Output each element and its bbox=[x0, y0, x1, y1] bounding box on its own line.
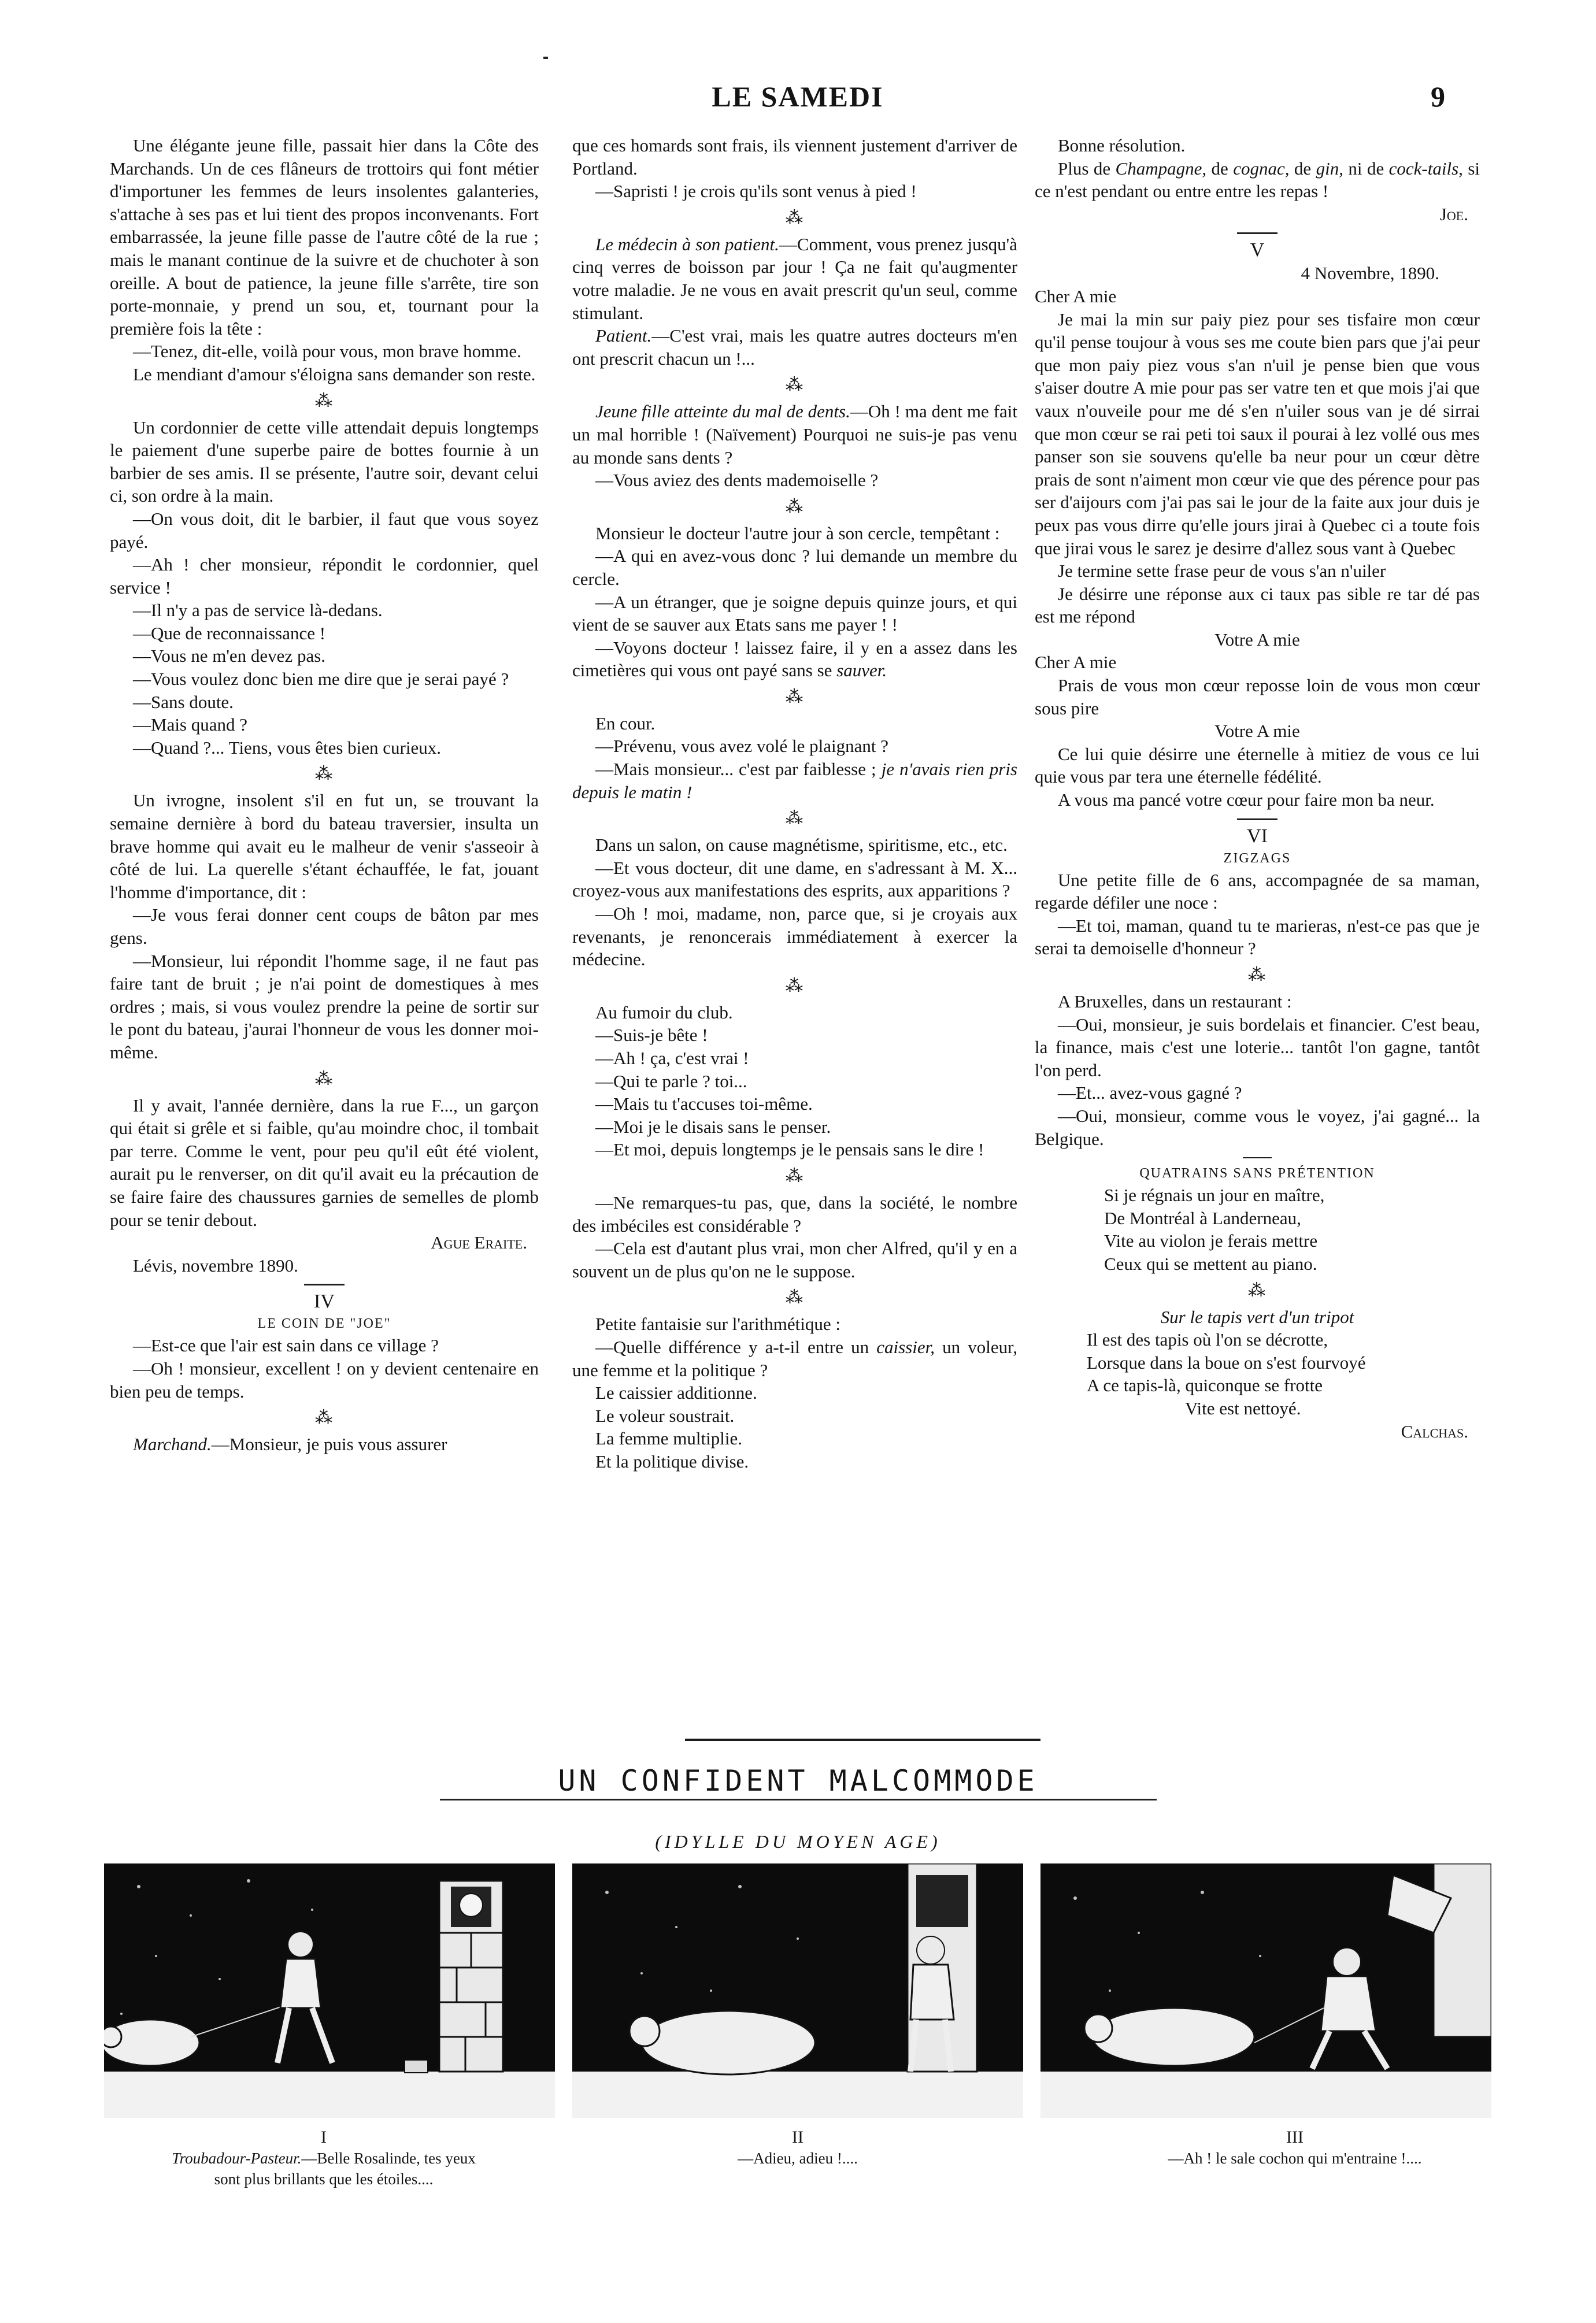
cartoon-illustration bbox=[104, 1863, 1491, 2118]
paragraph: Je mai la min sur paiy piez pour ses tisfaire mon cœur qu'il pense toujour à vous ses me coute bien pars que j'ai peur que mon paiy piez vous s'an n'uil je pense bien que vous s'aiser doutre A mie pour pas ser vatre ten et que mois j'ai que vaux n'ouveile pour me dé s'en n'uiler sous van je dé sirrai que mon cœur se rai peti toi saux il pourai à lez vollé ous mes panser son sie souvens qu'elle ba neur pour un cœur dètre prais de sont n'aiment mon cœur vie que des pérence pour pas ser d'aijours com j'ai pas sai le jour de la faite aux jour duis je peux pas vous dirre qu'elle jours jirai à Quebec ci a toute fois que jirai vous le sarez je desirre d'allez sous vant à Quebec bbox=[1035, 309, 1480, 558]
paragraph bbox=[1035, 157, 1480, 203]
text: Plus de bbox=[1058, 158, 1116, 179]
section-number: IV bbox=[314, 1291, 335, 1313]
paragraph: Et la politique divise. bbox=[595, 1451, 749, 1472]
column-1 bbox=[110, 134, 539, 1456]
signature: Calchas. bbox=[1401, 1421, 1468, 1442]
paragraph: —Mais tu t'accuses toi-même. bbox=[595, 1094, 813, 1114]
paragraph: —Quand ?... Tiens, vous êtes bien curieux. bbox=[133, 737, 441, 758]
paragraph bbox=[572, 758, 1017, 803]
paragraph: Monsieur le docteur l'autre jour à son cercle, tempêtant : bbox=[595, 523, 1000, 543]
section-title: LE COIN DE "JOE" bbox=[257, 1316, 391, 1332]
paragraph: —Sapristi ! je crois qu'ils sont venus à pied ! bbox=[595, 181, 917, 202]
verse-line: Vite au violon je ferais mettre bbox=[1104, 1231, 1318, 1251]
section-title: ZIGZAGS bbox=[1223, 850, 1291, 866]
text-italic: Champagne, bbox=[1115, 158, 1207, 179]
paragraph: —Vous voulez donc bien me dire que je serai payé ? bbox=[133, 669, 509, 690]
paragraph bbox=[572, 400, 1017, 469]
paragraph: Bonne résolution. bbox=[1058, 135, 1186, 155]
paragraph: —Est-ce que l'air est sain dans ce village ? bbox=[133, 1335, 439, 1356]
poem-title: Sur le tapis vert d'un tripot bbox=[1160, 1306, 1354, 1327]
asterism: ⁂ bbox=[786, 976, 804, 995]
text: de bbox=[1206, 158, 1234, 179]
paragraph: —Tenez, dit-elle, voilà pour vous, mon brave homme. bbox=[133, 341, 521, 362]
cartoon-subtitle: (IDYLLE DU MOYEN AGE) bbox=[655, 1831, 941, 1852]
paragraph: —Qui te parle ? toi... bbox=[595, 1070, 747, 1091]
section-rule bbox=[1237, 232, 1277, 234]
paragraph: —Vous ne m'en devez pas. bbox=[133, 646, 326, 666]
section-number: V bbox=[1250, 239, 1265, 261]
paragraph: —Moi je le disais sans le penser. bbox=[595, 1116, 831, 1137]
salutation: Cher A mie bbox=[1035, 652, 1117, 673]
asterism: ⁂ bbox=[786, 1288, 804, 1307]
caption-text bbox=[162, 2148, 486, 2189]
caption-3 bbox=[1098, 2127, 1491, 2169]
text: —Belle Rosalinde, tes yeux sont plus brillants que les étoiles.... bbox=[214, 2150, 476, 2188]
panel-1 bbox=[104, 1863, 555, 2118]
paragraph: A vous ma pancé votre cœur pour faire mon ba neur. bbox=[1058, 790, 1435, 810]
top-mark bbox=[543, 57, 548, 59]
verse-line: Ceux qui se mettent au piano. bbox=[1104, 1253, 1317, 1274]
caption-text: —Ah ! le sale cochon qui m'entraine !.... bbox=[1168, 2150, 1422, 2167]
text: si ce n'est pendant ou entre entre les repas ! bbox=[1035, 158, 1480, 202]
dateline: 4 Novembre, 1890. bbox=[1301, 263, 1439, 284]
text-italic: caissier, bbox=[876, 1336, 935, 1357]
speaker: Le médecin à son patient. bbox=[595, 234, 779, 254]
asterism: ⁂ bbox=[786, 497, 804, 516]
asterism: ⁂ bbox=[786, 687, 804, 706]
asterism: ⁂ bbox=[1248, 965, 1267, 984]
paragraph: —On vous doit, dit le barbier, il faut que vous soyez payé. bbox=[110, 508, 539, 552]
paragraph: Au fumoir du club. bbox=[595, 1002, 733, 1022]
paragraph: Le mendiant d'amour s'éloigna sans demander son reste. bbox=[133, 364, 536, 384]
paragraph bbox=[572, 233, 1017, 324]
paragraph bbox=[110, 1433, 539, 1456]
paragraph: —Et... avez-vous gagné ? bbox=[1058, 1083, 1242, 1103]
newspaper-title: LE SAMEDI bbox=[712, 80, 884, 113]
text-italic: je n'avais rien pris depuis le matin ! bbox=[572, 759, 1017, 802]
paragraph: Un cordonnier de cette ville attendait depuis longtemps le paiement d'une superbe paire de bottes fournie à un barbier de ses amis. Il se présente, l'autre soir, devant celui ci, son ordre à la main. bbox=[110, 417, 539, 506]
paragraph: —Oh ! moi, madame, non, parce que, si je croyais aux revenants, je renoncerais immédiatement à exercer la médecine. bbox=[572, 903, 1017, 970]
paragraph: Le voleur soustrait. bbox=[595, 1405, 735, 1426]
caption-number: II bbox=[792, 2128, 803, 2147]
paragraph: —Cela est d'autant plus vrai, mon cher Alfred, qu'il y en a souvent un de plus qu'on ne le suppose. bbox=[572, 1238, 1017, 1281]
paragraph: Ce lui quie désirre une éternelle à mitiez de vous ce lui quie vous par tera une éternelle fédélité. bbox=[1035, 743, 1480, 787]
signature: Joe. bbox=[1439, 203, 1468, 224]
signature: Ague Eraite. bbox=[431, 1232, 527, 1253]
paragraph: —Je vous ferai donner cent coups de bâton par mes gens. bbox=[110, 905, 539, 948]
verse-line: Si je régnais un jour en maître, bbox=[1104, 1185, 1325, 1206]
paragraph: que ces homards sont frais, ils viennent justement d'arriver de Portland. bbox=[572, 135, 1017, 179]
text: ni de bbox=[1343, 158, 1389, 179]
paragraph: Il y avait, l'année dernière, dans la rue F..., un garçon qui était si grêle et si faible, qu'au moindre choc, il tombait par terre. Comme le vent, pour peu qu'il eût été violent, aurait pu le renverser, on dit qu'il avait eu la précaution de se faire faire des chaussures garnies de semelles de plomb pour se tenir debout. bbox=[110, 1095, 539, 1230]
asterism: ⁂ bbox=[786, 1166, 804, 1185]
caption-2 bbox=[676, 2127, 919, 2169]
paragraph: —Suis-je bête ! bbox=[595, 1025, 708, 1046]
paragraph: Dans un salon, on cause magnétisme, spiritisme, etc., etc. bbox=[595, 835, 1008, 855]
masthead bbox=[0, 80, 1596, 120]
caption-1 bbox=[162, 2127, 486, 2189]
verse-line: De Montréal à Landerneau, bbox=[1104, 1207, 1301, 1228]
paragraph: —A qui en avez-vous donc ? lui demande un membre du cercle. bbox=[572, 546, 1017, 589]
cartoon-strip bbox=[104, 1863, 1491, 2118]
verse-line: Lorsque dans la boue on s'est fourvoyé bbox=[1087, 1352, 1366, 1373]
panel-3 bbox=[1040, 1863, 1491, 2118]
asterism: ⁂ bbox=[786, 809, 804, 828]
paragraph: —Ah ! ça, c'est vrai ! bbox=[595, 1048, 749, 1068]
text: —Oh ! ma dent me fait un mal horrible ! (Naïvement) Pourquoi ne suis-je pas venu au monde sans dents ? bbox=[572, 401, 1018, 468]
paragraph: Je termine sette frase peur de vous s'an n'uiler bbox=[1058, 561, 1386, 581]
text: —Monsieur, je puis vous assurer bbox=[211, 1434, 447, 1455]
paragraph: —Sans doute. bbox=[133, 691, 234, 712]
paragraph: —Mais quand ? bbox=[133, 714, 248, 735]
panel-2 bbox=[572, 1863, 1023, 2118]
speaker: Patient. bbox=[595, 325, 652, 346]
paragraph: —Vous aviez des dents mademoiselle ? bbox=[595, 470, 879, 491]
verse-line: Vite est nettoyé. bbox=[1185, 1398, 1301, 1418]
paragraph: —Oh ! monsieur, excellent ! on y devient centenaire en bien peu de temps. bbox=[110, 1358, 539, 1402]
speaker: Troubadour-Pasteur. bbox=[172, 2150, 302, 2167]
text-italic: cognac, bbox=[1233, 158, 1290, 179]
paragraph: —Et vous docteur, dit une dame, en s'adressant à M. X... croyez-vous aux manifestations des esprits, aux apparitions ? bbox=[572, 857, 1017, 901]
paragraph: A Bruxelles, dans un restaurant : bbox=[1058, 991, 1292, 1012]
text-italic: gin, bbox=[1316, 158, 1343, 179]
paragraph: —Oui, monsieur, comme vous le voyez, j'ai gagné... la Belgique. bbox=[1035, 1105, 1480, 1149]
paragraph bbox=[572, 324, 1017, 370]
paragraph: Le caissier additionne. bbox=[595, 1383, 757, 1403]
paragraph: —Monsieur, lui répondit l'homme sage, il ne faut pas faire tant de bruit ; je n'ai point de domestiques à mes ordres ; mais, si vous voulez prendre la peine de sortir sur le pont du bateau, j'aurai l'honneur de vous les donner moi-même. bbox=[110, 950, 539, 1062]
speaker: Marchand. bbox=[133, 1434, 212, 1455]
paragraph: —Ne remarques-tu pas, que, dans la société, le nombre des imbéciles est considérable ? bbox=[572, 1192, 1017, 1236]
paragraph: Un ivrogne, insolent s'il en fut un, se trouvant la semaine dernière à bord du bateau traversier, insulta un brave homme qui avait eu le malheur de venir s'asseoir à côté de lui. La querelle s'étant échauffée, le fat, jouant l'homme d'importance, dit : bbox=[110, 790, 539, 902]
paragraph: La femme multiplie. bbox=[595, 1428, 742, 1449]
section-rule bbox=[1237, 818, 1277, 820]
caption-text: —Adieu, adieu !.... bbox=[738, 2150, 858, 2167]
text: —C'est vrai, mais les quatre autres docteurs m'en ont prescrit chacun un !... bbox=[572, 325, 1017, 369]
section-number: VI bbox=[1247, 825, 1268, 847]
dateline: Lévis, novembre 1890. bbox=[133, 1255, 298, 1276]
verse-line: A ce tapis-là, quiconque se frotte bbox=[1087, 1375, 1323, 1396]
paragraph: —Ah ! cher monsieur, répondit le cordonnier, quel service ! bbox=[110, 554, 539, 598]
asterism: ⁂ bbox=[315, 764, 334, 784]
page-number: 9 bbox=[1431, 80, 1445, 113]
asterism: ⁂ bbox=[786, 208, 804, 227]
verse-line: Il est des tapis où l'on se décrotte, bbox=[1087, 1329, 1328, 1350]
paragraph: —Il n'y a pas de service là-dedans. bbox=[133, 600, 383, 621]
paragraph: Une élégante jeune fille, passait hier dans la Côte des Marchands. Un de ces flâneurs de trottoirs qui font métier d'importuner les femmes de leurs insolentes galanteries, s'attache à ses pas et lui tient des propos inconvenants. Fort embarrassée, la jeune fille passe de l'autre côté de la rue ; mais le manant continue de la suivre et de chuchoter à son oreille. A bout de patience, la jeune fille s'arrête, tire son porte-monnaie, y prend un sou, et, tournant pour la première fois la tête : bbox=[110, 135, 539, 339]
asterism: ⁂ bbox=[315, 1069, 334, 1088]
text-italic: sauver. bbox=[836, 660, 887, 681]
asterism: ⁂ bbox=[786, 375, 804, 395]
closing: Votre A mie bbox=[1214, 721, 1300, 742]
text: —Comment, vous prenez jusqu'à cinq verres de boisson par jour ! Ça ne fait qu'augmenter votre maladie. Je ne vous en avait prescrit qu'un seul, comme stimulant. bbox=[572, 234, 1017, 323]
paragraph: En cour. bbox=[595, 713, 656, 733]
cartoon-title: UN CONFIDENT MALCOMMODE bbox=[0, 1764, 1596, 1800]
column-3 bbox=[1035, 134, 1480, 1443]
closing: Votre A mie bbox=[1214, 629, 1300, 650]
text: —Mais monsieur... c'est par faiblesse ; bbox=[595, 759, 882, 780]
asterism: ⁂ bbox=[1248, 1280, 1267, 1300]
text: —Voyons docteur ! laissez faire, il y en a assez dans les cimetières qui vous ont payé sans se bbox=[572, 637, 1017, 681]
text: de bbox=[1289, 158, 1316, 179]
paragraph: Une petite fille de 6 ans, accompagnée de sa maman, regarde défiler une noce : bbox=[1035, 869, 1480, 913]
section-title: QUATRAINS SANS PRÉTENTION bbox=[1139, 1166, 1375, 1181]
paragraph: —A un étranger, que je soigne depuis quinze jours, et qui vient de se sauver aux Etats sans me payer ! ! bbox=[572, 591, 1017, 635]
paragraph: Petite fantaisie sur l'arithmétique : bbox=[595, 1314, 840, 1335]
paragraph: —Et toi, maman, quand tu te marieras, n'est-ce pas que je serai ta demoiselle d'honneur ? bbox=[1035, 915, 1480, 959]
section-rule bbox=[1243, 1157, 1272, 1158]
paragraph: Prais de vous mon cœur reposse loin de vous mon cœur sous pire bbox=[1035, 675, 1480, 718]
paragraph: —Et moi, depuis longtemps je le pensais sans le dire ! bbox=[595, 1139, 984, 1160]
paragraph bbox=[572, 1336, 1017, 1381]
paragraph: —Oui, monsieur, je suis bordelais et financier. C'est beau, la finance, mais c'est une loterie... tantôt l'on gagne, tantôt l'on perd. bbox=[1035, 1014, 1480, 1080]
paragraph: —Que de reconnaissance ! bbox=[133, 623, 326, 643]
paragraph: —Prévenu, vous avez volé le plaignant ? bbox=[595, 736, 889, 757]
column-2 bbox=[572, 134, 1017, 1473]
asterism: ⁂ bbox=[315, 1408, 334, 1428]
speaker: Jeune fille atteinte du mal de dents. bbox=[595, 401, 850, 422]
salutation: Cher A mie bbox=[1035, 286, 1117, 306]
text-italic: cock-tails, bbox=[1388, 158, 1463, 179]
caption-number: I bbox=[321, 2128, 327, 2147]
separator-rule bbox=[685, 1739, 1040, 1741]
text: un voleur, une femme et la politique ? bbox=[572, 1336, 1017, 1380]
text: —Quelle différence y a-t-il entre un bbox=[595, 1336, 877, 1357]
paragraph: Je désirre une réponse aux ci taux pas sible re tar dé pas est me répond bbox=[1035, 583, 1480, 627]
section-rule bbox=[304, 1284, 345, 1285]
asterism: ⁂ bbox=[315, 391, 334, 410]
caption-number: III bbox=[1286, 2128, 1304, 2147]
paragraph bbox=[572, 636, 1017, 682]
